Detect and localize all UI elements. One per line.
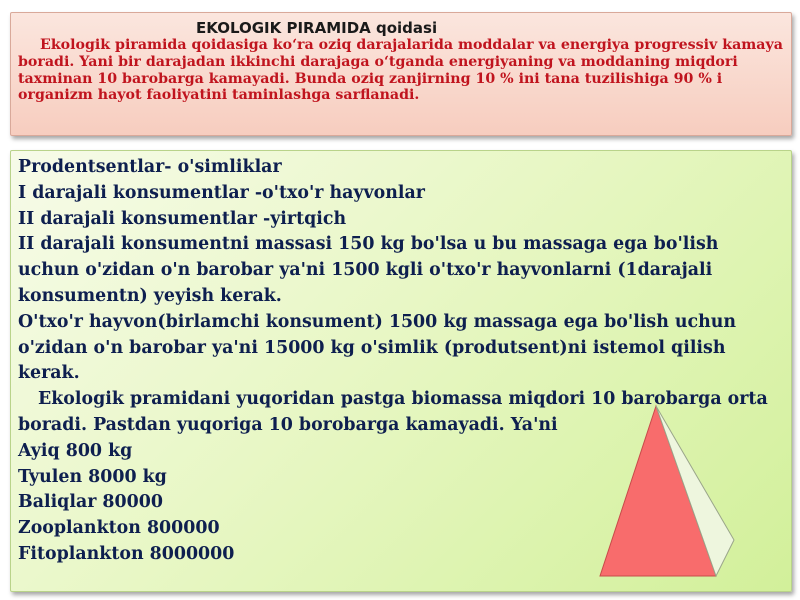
secondary-consumers-line: II darajali konsumentlar -yirtqich [18,208,347,229]
rule-box [10,12,792,136]
rule-text-content: Ekologik piramida qoidasiga ko‘ra oziq darajalarida moddalar va energiya progressiv kamaya boradi. Yani bir darajadan ikkinchi darajaga o‘tganda energiyaning va moddaning miqdori taxminan 10 barobarga kamayadi. Bunda oziq zanjirning 10 % ini tana tuzilishiga 90 % i organizm hayot faoliyatini taminlashga sarflanadi. [18,37,783,104]
secondary-consumer-example: II darajali konsumentni massasi 150 kg bo'lsa u bu massaga ega bo'lish uchun o'zidan o'n barobar ya'ni 1500 kgli o'txo'r hayvonlarni (1darajali konsumentn) yeyish kerak. [18,234,719,306]
biomass-item-zooplankton: Zooplankton 800000 [18,518,220,539]
biomass-item-seal: Tyulen 8000 kg [18,466,167,487]
producers-line: Prodentsentlar- o'simliklar [18,157,282,177]
biomass-item-bear: Ayiq 800 kg [18,440,133,461]
rule-text [18,37,788,104]
primary-consumer-example: O'txo'r hayvon(birlamchi konsument) 1500 kg massaga ega bo'lish uchun o'zidan o'n barobar ya'ni 15000 kg o'simlik (produtsent)ni istemol qilish kerak. [18,311,737,384]
rule-title: EKOLOGIK PIRAMIDA qoidasi [196,19,438,37]
pyramid-icon [598,404,738,582]
primary-consumers-line: I darajali konsumentlar -o'txo'r hayvonlar [18,182,425,203]
pyramid-rule-text: Ekologik pramidani yuqoridan pastga biomassa miqdori 10 barobarga orta boradi. Pastdan yuqoriga 10 borobarga kamayadi. Ya'ni [18,389,768,435]
biomass-item-phytoplankton: Fitoplankton 8000000 [18,543,235,564]
biomass-item-fish: Baliqlar 80000 [18,492,163,513]
